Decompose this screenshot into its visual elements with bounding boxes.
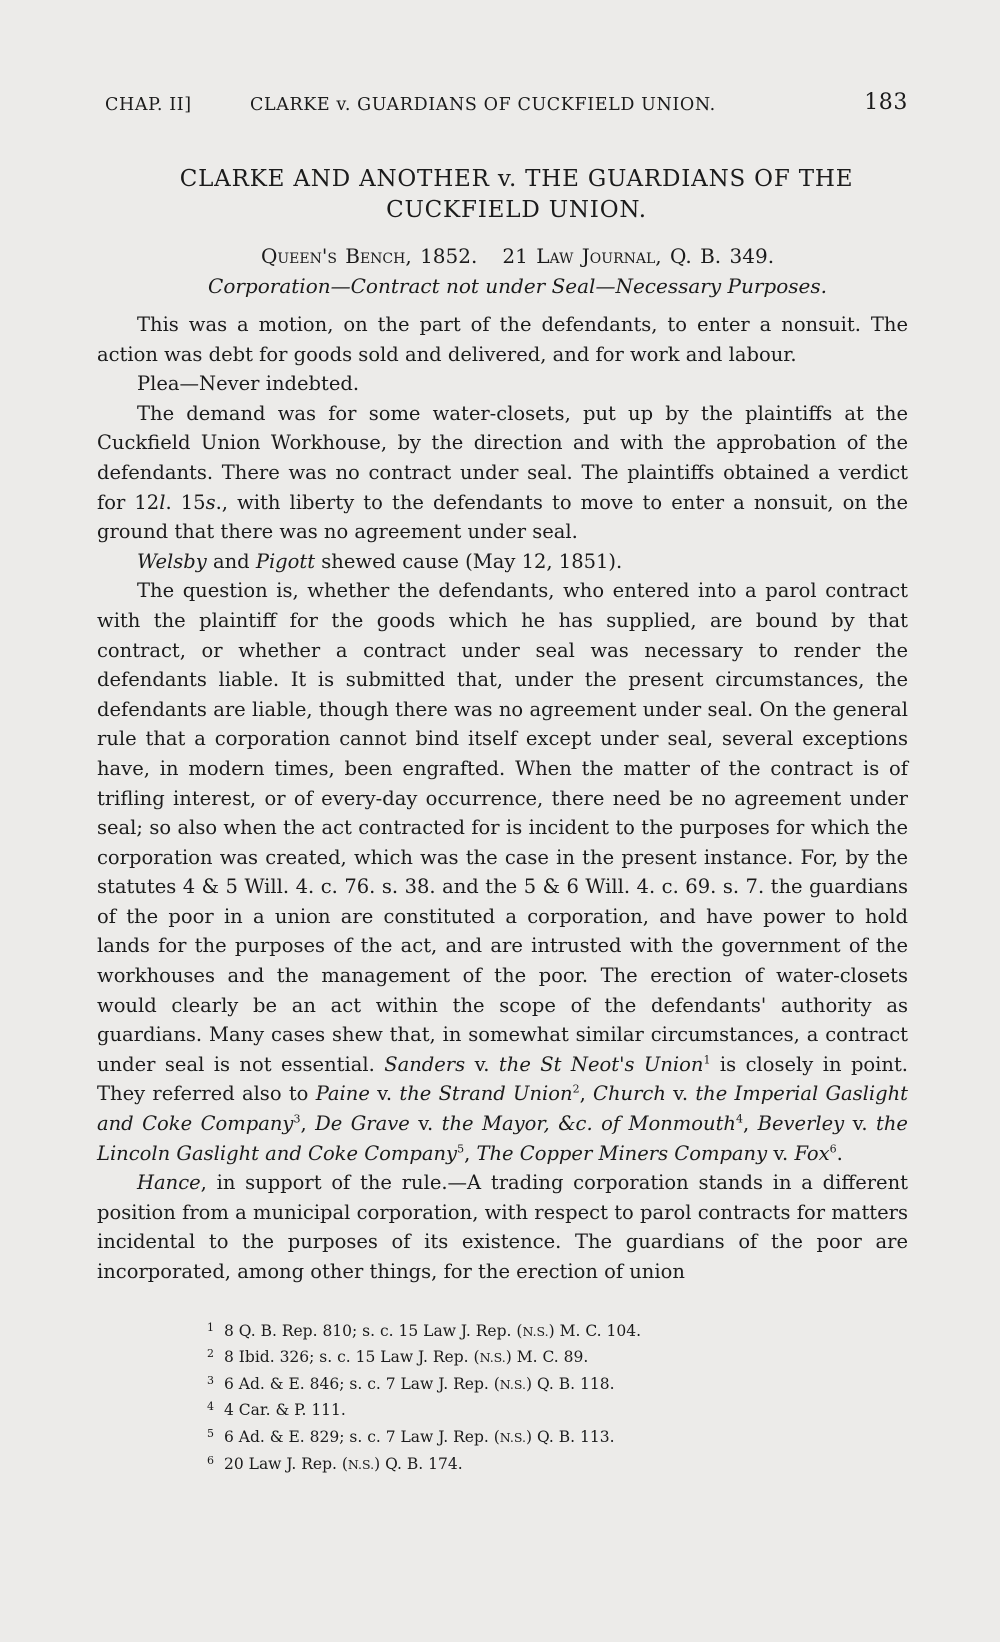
court-and-year: Queen's Bench, 1852.	[260, 244, 478, 268]
running-head	[97, 92, 908, 132]
case-title-line-1: CLARKE AND ANOTHER v. THE GUARDIANS OF THE	[179, 166, 854, 192]
case-name: Fox	[794, 1141, 830, 1165]
paragraph-argument: The question is, whether the defendants, who entered into a parol contract with the plaintiff for the goods which he has supplied, are bound by that contract, or whether a contract under seal was necessary to render the defendants liable. It is submitted that, under the present circumstances, the defendants are liable, though there was no agreement under seal. On the general rule that a corporation cannot bind itself except under seal, several exceptions have, in modern times, been engrafted. When the matter of the contract is of trifling interest, or of every-day occurrence, there need be no agreement under seal; so also when the act contracted for is incident to the purposes for which the corporation was created, which was the case in the present instance. For, by the statutes 4 & 5 Will. 4. c. 76. s. 38. and the 5 & 6 Will. 4. c. 69. s. 7. the guardians of the poor in a union are constituted a corporation, and have power to hold lands for the purposes of the act, and are intrusted with the government of the workhouses and the management of the poor. The erection of water-closets would clearly be an act within the scope of the defendants' authority as guardians. Many cases shew that, in somewhat similar circumstances, a contract under seal is not essential. Sanders v. the St Neot's Union$^1$ is closely in point. They referred also to Paine v. the Strand Union$^2$, Church v. the Imperial Gaslight and Coke Company$^3$, De Grave v. the Mayor, &c. of Monmouth$^4$, Beverley v. the Lincoln Gaslight and Coke Company$^5$, The Copper Miners Company v. Fox$^6$.	[97, 579, 909, 1165]
case-name: The Copper Miners Company	[476, 1141, 768, 1165]
case-title	[97, 164, 908, 226]
footnotes	[97, 1317, 908, 1477]
footnote-ref: 5	[457, 1142, 465, 1156]
footnote-ref: 4	[736, 1112, 743, 1126]
case-name: De Grave	[315, 1112, 410, 1136]
case-name: Sanders	[384, 1052, 466, 1076]
paragraph-plea: Plea—Never indebted.	[137, 372, 360, 396]
paragraph-demand: The demand was for some water-closets, put up by the plaintiffs at the Cuckfield Union Workhouse, by the direction and with the approbation of the defendants. There was no contract under seal. The plaintiffs obtained a verdict for 12l. 15s., with liberty to the defendants to move to enter a nonsuit, on the ground that there was no agreement under seal.	[97, 401, 908, 544]
footnote: 3 6 Ad. & E. 846; s. c. 7 Law J. Rep. (N.S.) Q. B. 118.	[207, 1373, 615, 1393]
case-name: the Imperial Gaslight and Coke Company	[97, 1082, 909, 1136]
footnote: 5 6 Ad. & E. 829; s. c. 7 Law J. Rep. (N.S.) Q. B. 113.	[207, 1426, 615, 1446]
case-name: the Strand Union	[399, 1082, 573, 1106]
footnote: 6 20 Law J. Rep. (N.S.) Q. B. 174.	[207, 1453, 463, 1473]
footnote: 2 8 Ibid. 326; s. c. 15 Law J. Rep. (N.S.) M. C. 89.	[207, 1347, 589, 1367]
footnote: 4 4 Car. & P. 111.	[207, 1400, 346, 1420]
chapter-label: CHAP. II]	[105, 95, 192, 115]
footnote-ref: 6	[829, 1142, 837, 1156]
case-citation	[97, 244, 908, 268]
footnote-ref: 1	[703, 1053, 711, 1067]
report-reference: 21 Law Journal, Q. B. 349.	[502, 244, 775, 268]
counsel-name: Pigott	[255, 549, 316, 573]
case-name: the Mayor, &c. of Monmouth	[441, 1112, 736, 1136]
footnote: 1 8 Q. B. Rep. 810; s. c. 15 Law J. Rep. (N.S.) M. C. 104.	[207, 1320, 642, 1340]
paragraph-reply: Hance, in support of the rule.—A trading corporation stands in a different position from a municipal corporation, with respect to parol contracts for matters incidental to the purposes of its existence. The guardians of the poor are incorporated, among other things, for the erection of union	[97, 1171, 908, 1283]
judgment-text	[97, 310, 908, 1287]
case-name: Paine	[315, 1082, 370, 1106]
counsel-name: Hance	[137, 1171, 201, 1195]
case-name: the St Neot's Union	[498, 1052, 704, 1076]
case-name: the Lincoln Gaslight and Coke Company	[97, 1112, 908, 1165]
counsel-name: Welsby	[137, 549, 207, 573]
paragraph-motion: This was a motion, on the part of the defendants, to enter a nonsuit. The action was debt for goods sold and delivered, and for work and labour.	[97, 313, 908, 366]
case-name: Beverley	[757, 1112, 845, 1136]
headnote: Corporation—Contract not under Seal—Necessary Purposes.	[208, 274, 827, 298]
running-title: CLARKE v. GUARDIANS OF CUCKFIELD UNION.	[250, 95, 716, 115]
case-name: Church	[593, 1082, 666, 1106]
page-number: 183	[864, 90, 908, 115]
footnote-ref: 3	[293, 1112, 301, 1126]
footnote-ref: 2	[572, 1082, 580, 1096]
case-title-line-2: CUCKFIELD UNION.	[386, 197, 647, 223]
paragraph-shewed-cause: Welsby and Pigott shewed cause (May 12, 1851).	[137, 549, 623, 573]
